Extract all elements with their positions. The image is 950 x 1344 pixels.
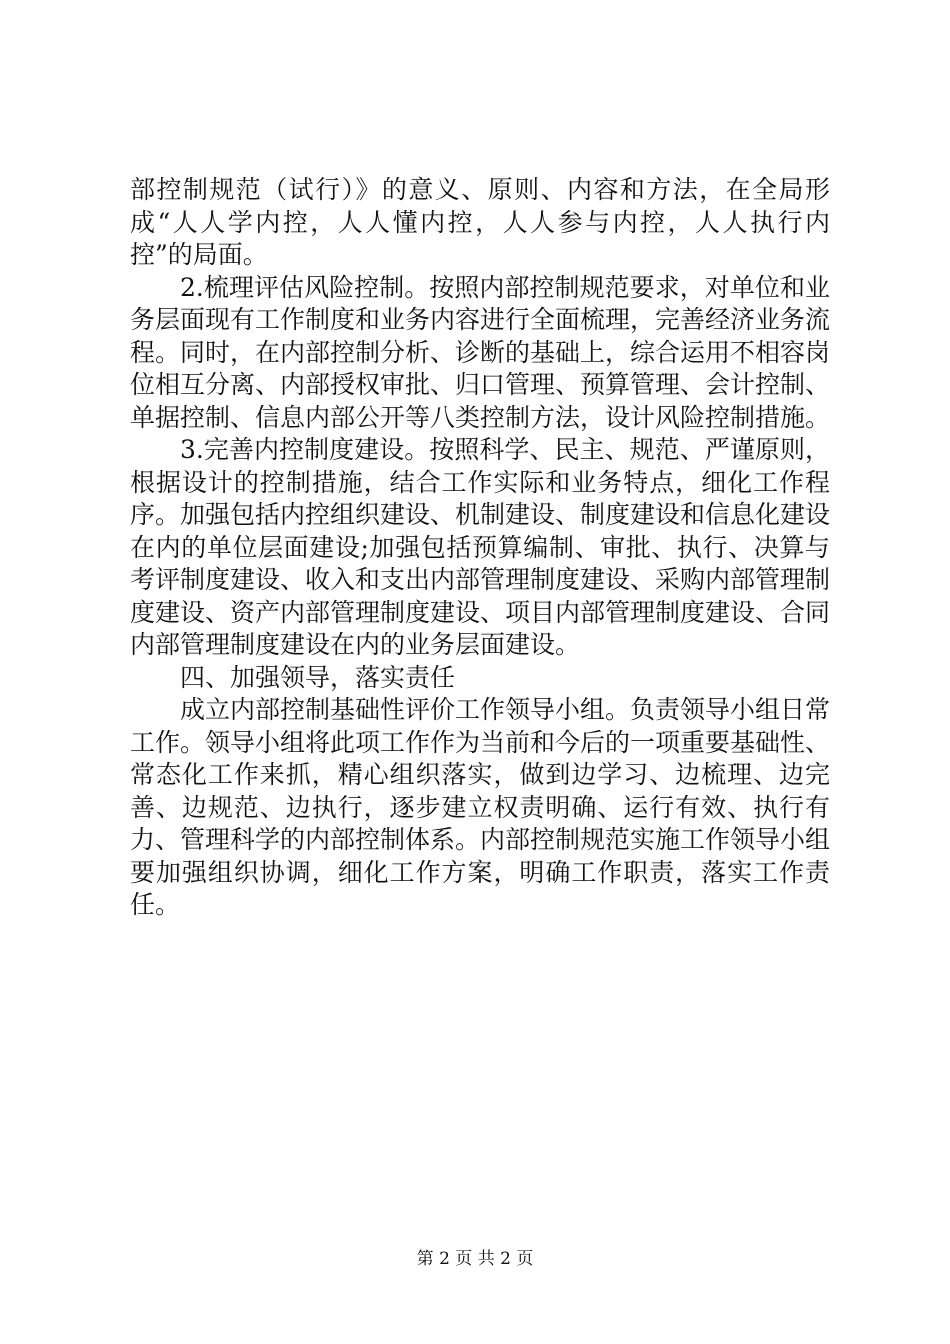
page-footer: 第 2 页 共 2 页 [416, 1249, 534, 1269]
section-heading-leadership: 四、加强领导，落实责任 [180, 662, 456, 692]
paragraph-leadership-group: 成立内部控制基础性评价工作领导小组。负责领导小组日常工作。领导小组将此项工作作为当前和今后的一项重要基础性、常态化工作来抓，精心组织落实，做到边学习、边梳理、边完善、边规范、边执行，逐步建立权责明确、运行有效、执行有力、管理科学的内部控制体系。内部控制规范实施工作领导小组要加强组织协调，细化工作方案，明确工作职责，落实工作责任。 [130, 695, 831, 919]
paragraph-continuation: 部控制规范（试行）》的意义、原则、内容和方法，在全局形成“人人学内控，人人懂内控，人人参与内控，人人执行内控”的局面。 [130, 175, 830, 269]
paragraph-risk-control: 2.梳理评估风险控制。按照内部控制规范要求，对单位和业务层面现有工作制度和业务内容进行全面梳理，完善经济业务流程。同时，在内部控制分析、诊断的基础上，综合运用不相容岗位相互分离、内部授权审批、归口管理、预算管理、会计控制、单据控制、信息内部公开等八类控制方法，设计风险控制措施。 [130, 272, 831, 432]
document-body [130, 174, 830, 922]
paragraph-system-building: 3.完善内控制度建设。按照科学、民主、规范、严谨原则，根据设计的控制措施，结合工作实际和业务特点，细化工作程序。加强包括内控组织建设、机制建设、制度建设和信息化建设在内的单位层面建设;加强包括预算编制、审批、执行、决算与考评制度建设、收入和支出内部管理制度建设、采购内部管理制度建设、资产内部管理制度建设、项目内部管理制度建设、合同内部管理制度建设在内的业务层面建设。 [130, 435, 831, 659]
